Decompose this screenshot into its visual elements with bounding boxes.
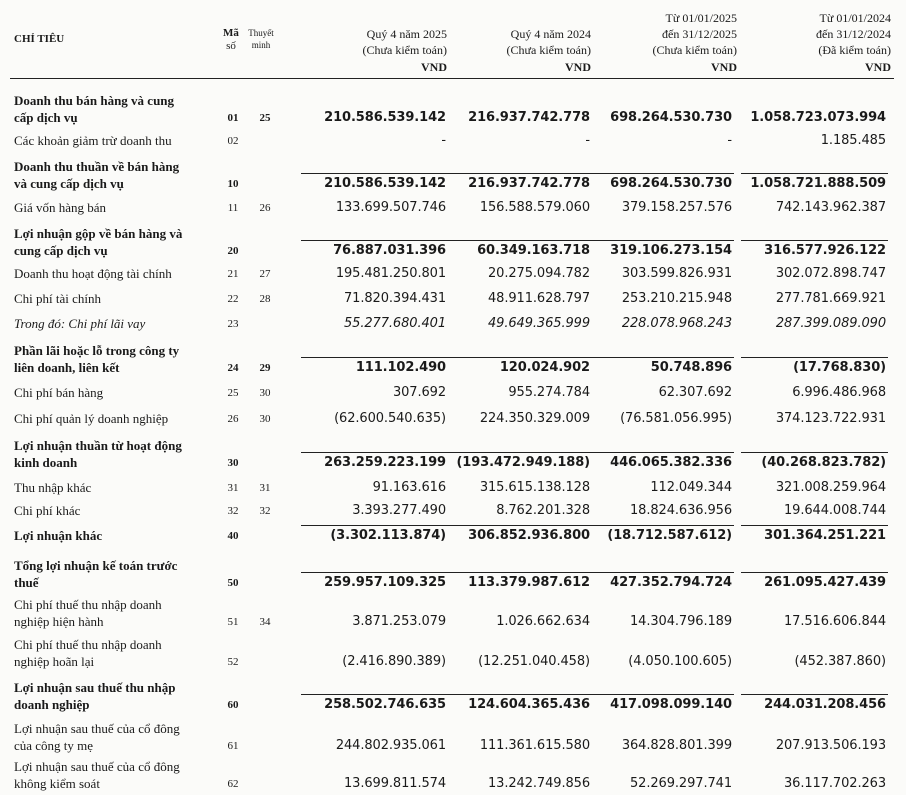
row-label: Lợi nhuận gộp về bán hàng và — [14, 226, 183, 241]
row-note: 25 — [259, 112, 271, 124]
subtotal-rule — [445, 173, 592, 174]
row-value: 258.502.746.635 — [324, 697, 446, 712]
row-label: Tổng lợi nhuận kế toán trước — [14, 558, 178, 573]
header-rule — [10, 78, 894, 79]
row-value: 52.269.297.741 — [630, 776, 732, 791]
row-code: 60 — [227, 699, 239, 711]
row-label: không kiểm soát — [14, 776, 100, 791]
row-label: Chi phí thuế thu nhập doanh — [14, 597, 162, 612]
row-value: 17.516.606.844 — [784, 614, 886, 629]
header-col-3-line: (Chưa kiểm toán) — [652, 43, 737, 57]
header-col-1-line: (Chưa kiểm toán) — [362, 43, 447, 57]
row-value: - — [727, 133, 732, 148]
row-value: 224.350.329.009 — [479, 411, 590, 426]
row-value: 1.026.662.634 — [496, 614, 590, 629]
row-value: 112.049.344 — [650, 480, 732, 495]
row-code: 24 — [227, 362, 239, 374]
subtotal-rule — [301, 357, 448, 358]
row-value: 698.264.530.730 — [610, 110, 732, 125]
header-thuyet-minh: Thuyết — [248, 28, 274, 38]
row-value: 1.058.723.073.994 — [750, 110, 886, 125]
subtotal-rule — [587, 572, 734, 573]
row-value: 261.095.427.439 — [764, 575, 886, 590]
row-value: 216.937.742.778 — [468, 110, 590, 125]
row-value: 427.352.794.724 — [610, 575, 732, 590]
header-col-4-line: Từ 01/01/2024 — [819, 11, 891, 25]
header-col-3-line: Từ 01/01/2025 — [665, 11, 737, 25]
row-label: Chi phí tài chính — [14, 291, 102, 306]
header-chi-tieu: CHỈ TIÊU — [14, 33, 65, 45]
row-label: Chi phí khác — [14, 503, 81, 518]
row-label: Doanh thu bán hàng và cung — [14, 93, 175, 108]
row-value: 55.277.680.401 — [344, 316, 446, 331]
row-value: - — [441, 133, 446, 148]
subtotal-rule — [741, 694, 888, 695]
row-code: 31 — [227, 482, 239, 494]
row-value: 8.762.201.328 — [496, 503, 590, 518]
row-code: 62 — [227, 778, 239, 790]
row-code: 30 — [227, 457, 239, 469]
row-value: 111.361.615.580 — [479, 738, 590, 753]
subtotal-rule — [301, 694, 448, 695]
header-thuyet-minh: minh — [251, 40, 271, 50]
subtotal-rule — [445, 357, 592, 358]
row-code: 61 — [227, 740, 239, 752]
row-value: 18.824.636.956 — [630, 503, 732, 518]
row-value: 76.887.031.396 — [333, 243, 446, 258]
subtotal-rule — [445, 572, 592, 573]
subtotal-rule — [741, 357, 888, 358]
row-value: 253.210.215.948 — [621, 291, 732, 306]
row-value: 124.604.365.436 — [468, 697, 590, 712]
row-code: 01 — [227, 112, 239, 124]
row-value: (12.251.040.458) — [478, 654, 590, 669]
row-label: Trong đó: Chi phí lãi vay — [14, 316, 146, 331]
subtotal-rule — [445, 525, 592, 526]
row-value: 6.996.486.968 — [792, 385, 886, 400]
row-note: 29 — [259, 362, 271, 374]
header-col-1-unit: VND — [421, 60, 447, 74]
row-value: (76.581.056.995) — [620, 411, 732, 426]
row-value: 1.185.485 — [820, 133, 886, 148]
row-note: 32 — [259, 505, 271, 517]
row-value: 374.123.722.931 — [775, 411, 886, 426]
row-label: nghiệp hiện hành — [14, 614, 104, 629]
row-note: 30 — [259, 387, 271, 399]
subtotal-rule — [301, 240, 448, 241]
row-value: 277.781.669.921 — [775, 291, 886, 306]
row-value: 60.349.163.718 — [477, 243, 590, 258]
subtotal-rule — [301, 572, 448, 573]
subtotal-rule — [741, 240, 888, 241]
row-code: 21 — [227, 268, 239, 280]
row-code: 26 — [227, 413, 239, 425]
row-code: 50 — [227, 577, 239, 589]
header-col-4-unit: VND — [865, 60, 891, 74]
row-value: (4.050.100.605) — [628, 654, 732, 669]
row-value: (193.472.949.188) — [456, 455, 590, 470]
row-value: 48.911.628.797 — [488, 291, 590, 306]
row-value: 91.163.616 — [372, 480, 446, 495]
row-label: của công ty mẹ — [14, 738, 94, 753]
row-code: 10 — [227, 178, 239, 190]
row-label: nghiệp hoãn lại — [14, 654, 95, 669]
row-value: 287.399.089.090 — [775, 316, 886, 331]
row-label: Doanh thu thuần về bán hàng — [14, 159, 180, 174]
row-value: 364.828.801.399 — [621, 738, 732, 753]
subtotal-rule — [741, 525, 888, 526]
row-label: thuế — [14, 575, 39, 590]
row-value: 20.275.094.782 — [488, 266, 590, 281]
row-label: Lợi nhuận thuần từ hoạt động — [14, 438, 182, 453]
subtotal-rule — [587, 240, 734, 241]
row-label: cung cấp dịch vụ — [14, 243, 108, 258]
subtotal-rule — [301, 173, 448, 174]
row-label: Các khoản giảm trừ doanh thu — [14, 133, 172, 148]
subtotal-rule — [587, 173, 734, 174]
header-ma-so: số — [226, 40, 236, 52]
row-value: (3.302.113.874) — [330, 528, 446, 543]
row-label: Lợi nhuận sau thuế của cổ đông — [14, 759, 180, 774]
row-value: 955.274.784 — [508, 385, 590, 400]
row-note: 27 — [259, 268, 271, 280]
row-value: 446.065.382.336 — [610, 455, 732, 470]
row-value: 133.699.507.746 — [335, 200, 446, 215]
header-col-4-line: (Đã kiểm toán) — [818, 43, 891, 57]
header-ma-so: Mã — [223, 27, 239, 39]
header-col-3-line: đến 31/12/2025 — [662, 27, 737, 41]
row-label: và cung cấp dịch vụ — [14, 176, 124, 191]
row-value: 3.871.253.079 — [352, 614, 446, 629]
row-label: Lợi nhuận sau thuế thu nhập — [14, 680, 176, 695]
row-label: Doanh thu hoạt động tài chính — [14, 266, 172, 281]
subtotal-rule — [741, 173, 888, 174]
row-code: 25 — [227, 387, 239, 399]
row-label: kinh doanh — [14, 455, 78, 470]
row-note: 31 — [259, 482, 271, 494]
row-value: 210.586.539.142 — [324, 110, 446, 125]
row-label: Chi phí thuế thu nhập doanh — [14, 637, 162, 652]
row-value: (2.416.890.389) — [342, 654, 446, 669]
row-value: 244.802.935.061 — [335, 738, 446, 753]
subtotal-rule — [587, 357, 734, 358]
row-label: liên doanh, liên kết — [14, 360, 120, 375]
row-note: 34 — [259, 616, 271, 628]
row-value: 379.158.257.576 — [621, 200, 732, 215]
subtotal-rule — [587, 694, 734, 695]
row-value: 36.117.702.263 — [784, 776, 886, 791]
row-value: 156.588.579.060 — [479, 200, 590, 215]
row-value: (17.768.830) — [793, 360, 886, 375]
row-value: 321.008.259.964 — [775, 480, 886, 495]
subtotal-rule — [301, 525, 448, 526]
row-code: 20 — [227, 245, 239, 257]
row-value: - — [585, 133, 590, 148]
row-value: 263.259.223.199 — [324, 455, 446, 470]
header-col-2-unit: VND — [565, 60, 591, 74]
row-value: (62.600.540.635) — [334, 411, 446, 426]
row-value: 71.820.394.431 — [344, 291, 446, 306]
row-code: 02 — [227, 135, 239, 147]
row-value: 301.364.251.221 — [764, 528, 886, 543]
row-value: 113.379.987.612 — [468, 575, 590, 590]
row-value: (18.712.587.612) — [607, 528, 732, 543]
row-value: 14.304.796.189 — [630, 614, 732, 629]
row-label: cấp dịch vụ — [14, 110, 78, 125]
row-value: 302.072.898.747 — [775, 266, 886, 281]
row-code: 11 — [227, 202, 239, 214]
row-value: 49.649.365.999 — [488, 316, 590, 331]
row-label: doanh nghiệp — [14, 697, 90, 712]
row-value: 742.143.962.387 — [775, 200, 886, 215]
row-note: 28 — [259, 293, 271, 305]
header-col-1-line: Quý 4 năm 2025 — [366, 27, 447, 41]
header-col-4-line: đến 31/12/2024 — [816, 27, 891, 41]
row-label: Lợi nhuận khác — [14, 528, 103, 543]
row-value: 19.644.008.744 — [784, 503, 886, 518]
row-value: 316.577.926.122 — [764, 243, 886, 258]
row-note: 26 — [259, 202, 271, 214]
row-label: Chi phí quản lý doanh nghiệp — [14, 411, 169, 426]
row-value: 13.699.811.574 — [344, 776, 446, 791]
row-value: 216.937.742.778 — [468, 176, 590, 191]
row-value: 244.031.208.456 — [764, 697, 886, 712]
row-code: 51 — [227, 616, 239, 628]
row-value: 1.058.721.888.509 — [750, 176, 886, 191]
row-value: 195.481.250.801 — [335, 266, 446, 281]
header-col-3-unit: VND — [711, 60, 737, 74]
row-value: 417.098.099.140 — [610, 697, 732, 712]
row-value: 62.307.692 — [658, 385, 732, 400]
row-label: Lợi nhuận sau thuế của cổ đông — [14, 721, 180, 736]
row-value: 307.692 — [392, 385, 446, 400]
subtotal-rule — [445, 452, 592, 453]
row-value: 315.615.138.128 — [479, 480, 590, 495]
row-value: 303.599.826.931 — [621, 266, 732, 281]
row-value: 3.393.277.490 — [352, 503, 446, 518]
row-value: 306.852.936.800 — [468, 528, 590, 543]
subtotal-rule — [445, 240, 592, 241]
row-value: 120.024.902 — [499, 360, 590, 375]
subtotal-rule — [301, 452, 448, 453]
row-note: 30 — [259, 413, 271, 425]
row-label: Giá vốn hàng bán — [14, 200, 107, 215]
header-col-2-line: Quý 4 năm 2024 — [510, 27, 591, 41]
subtotal-rule — [741, 452, 888, 453]
row-value: 698.264.530.730 — [610, 176, 732, 191]
row-value: 259.957.109.325 — [324, 575, 446, 590]
row-value: 50.748.896 — [650, 360, 732, 375]
row-value: 207.913.506.193 — [775, 738, 886, 753]
row-code: 40 — [227, 530, 239, 542]
row-value: (40.268.823.782) — [761, 455, 886, 470]
subtotal-rule — [741, 572, 888, 573]
row-label: Chi phí bán hàng — [14, 385, 104, 400]
row-code: 23 — [227, 318, 239, 330]
row-value: 13.242.749.856 — [488, 776, 590, 791]
row-code: 22 — [227, 293, 239, 305]
row-value: 319.106.273.154 — [610, 243, 732, 258]
row-label: Phần lãi hoặc lỗ trong công ty — [14, 343, 180, 358]
row-value: 228.078.968.243 — [621, 316, 732, 331]
header-col-2-line: (Chưa kiểm toán) — [506, 43, 591, 57]
row-code: 32 — [227, 505, 239, 517]
row-value: 210.586.539.142 — [324, 176, 446, 191]
row-code: 52 — [227, 656, 239, 668]
row-value: 111.102.490 — [355, 360, 446, 375]
row-value: (452.387.860) — [794, 654, 886, 669]
subtotal-rule — [587, 525, 734, 526]
subtotal-rule — [587, 452, 734, 453]
subtotal-rule — [445, 694, 592, 695]
row-label: Thu nhập khác — [14, 480, 92, 495]
